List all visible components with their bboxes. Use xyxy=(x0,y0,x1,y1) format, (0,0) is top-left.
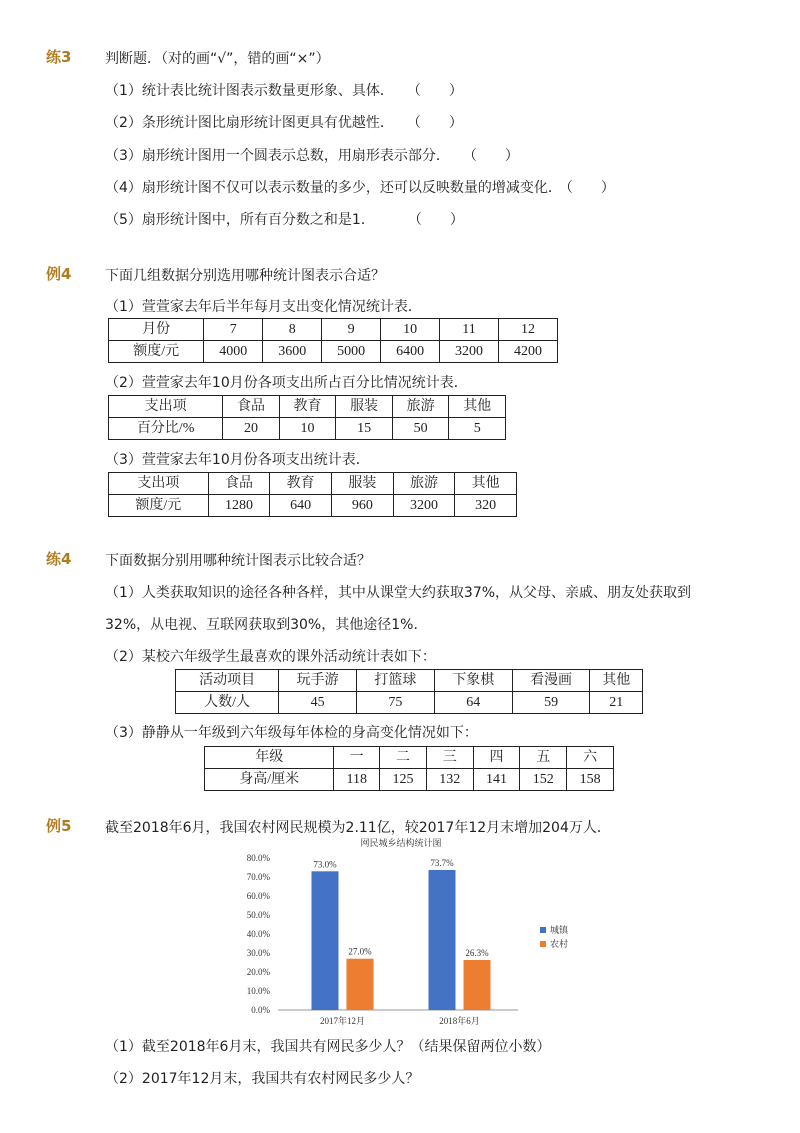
y-tick-label: 30.0% xyxy=(246,948,270,958)
row-header-cell: 年级 xyxy=(205,747,334,769)
table-cell: 10 xyxy=(381,319,440,341)
table-row xyxy=(205,769,614,791)
chart-title: 网民城乡结构统计图 xyxy=(360,838,442,848)
table-cell: 六 xyxy=(567,747,614,769)
exercise-3-label: 练3 xyxy=(46,48,72,66)
data-label: 73.0% xyxy=(313,859,337,870)
example-4-label: 例4 xyxy=(46,265,72,283)
table-cell: 其他 xyxy=(590,670,643,692)
pr4-table-2 xyxy=(175,669,643,714)
row-header-cell: 额度/元 xyxy=(109,495,209,517)
table-cell: 15 xyxy=(336,418,393,440)
table-cell: 食品 xyxy=(208,473,270,495)
ex3-item-5: （5）扇形统计图中，所有百分数之和是1． （ ） xyxy=(105,212,464,228)
table-cell: 320 xyxy=(455,495,517,517)
ex3-item-1: （1）统计表比统计图表示数量更形象、具体． （ ） xyxy=(105,83,463,99)
legend-label: 城镇 xyxy=(550,925,569,935)
row-header-cell: 支出项 xyxy=(109,396,223,418)
ex4-table-2 xyxy=(108,395,506,440)
table-cell: 二 xyxy=(380,747,427,769)
bar xyxy=(464,960,491,1010)
bar xyxy=(347,959,374,1010)
y-tick-label: 0.0% xyxy=(251,1005,270,1015)
table-cell: 教育 xyxy=(279,396,336,418)
pr4-table-3 xyxy=(204,746,614,791)
data-label: 26.3% xyxy=(465,948,489,959)
x-tick-label: 2017年12月 xyxy=(319,1016,366,1026)
table-cell: 64 xyxy=(434,692,512,714)
table-cell: 看漫画 xyxy=(512,670,590,692)
table-cell: 11 xyxy=(440,319,499,341)
table-cell: 其他 xyxy=(449,396,506,418)
ex4-table-1 xyxy=(108,318,558,363)
table-cell: 59 xyxy=(512,692,590,714)
y-tick-label: 10.0% xyxy=(246,986,270,996)
table-cell: 4000 xyxy=(204,341,263,363)
table-cell: 158 xyxy=(567,769,614,791)
bar xyxy=(429,870,456,1010)
table-cell: 12 xyxy=(499,319,558,341)
ex3-item-3: （3）扇形统计图用一个圆表示总数，用扇形表示部分． （ ） xyxy=(105,148,519,164)
y-tick-label: 20.0% xyxy=(246,967,270,977)
row-header-cell: 支出项 xyxy=(109,473,209,495)
example-4-title: 下面几组数据分别选用哪种统计图表示合适？ xyxy=(105,268,385,284)
ex3-item-2: （2）条形统计图比扇形统计图更具有优越性． （ ） xyxy=(105,115,463,131)
y-tick-label: 80.0% xyxy=(246,853,270,863)
legend-swatch xyxy=(540,927,546,933)
table-row xyxy=(176,692,643,714)
ex4-table-3 xyxy=(108,472,517,517)
ex3-item-4: （4）扇形统计图不仅可以表示数量的多少，还可以反映数量的增减变化． （ ） xyxy=(105,180,615,196)
pr4-q1a: （1）人类获取知识的途径各种各样，其中从课堂大约获取37%，从父母、亲戚、朋友处获取到 xyxy=(105,585,692,601)
table-cell: 20 xyxy=(223,418,280,440)
ex4-q3: （3）萱萱家去年10月份各项支出统计表． xyxy=(105,452,370,468)
table-cell: 8 xyxy=(263,319,322,341)
table-row xyxy=(109,473,517,495)
x-tick-label: 2018年6月 xyxy=(439,1016,480,1026)
table-cell: 旅游 xyxy=(393,473,455,495)
table-cell: 打篮球 xyxy=(357,670,435,692)
bar xyxy=(312,871,339,1010)
example-5-label: 例5 xyxy=(46,817,72,835)
table-cell: 45 xyxy=(279,692,357,714)
table-cell: 食品 xyxy=(223,396,280,418)
data-label: 73.7% xyxy=(430,857,454,868)
table-cell: 三 xyxy=(426,747,473,769)
table-row xyxy=(109,396,506,418)
pr4-q1b: 32%，从电视、互联网获取到30%，其他途径1%． xyxy=(105,617,428,633)
table-cell: 4200 xyxy=(499,341,558,363)
table-cell: 服装 xyxy=(336,396,393,418)
table-cell: 服装 xyxy=(332,473,394,495)
y-tick-label: 60.0% xyxy=(246,891,270,901)
y-tick-label: 70.0% xyxy=(246,872,270,882)
row-header-cell: 人数/人 xyxy=(176,692,279,714)
table-cell: 132 xyxy=(426,769,473,791)
row-header-cell: 额度/元 xyxy=(109,341,204,363)
ex4-q1: （1）萱萱家去年后半年每月支出变化情况统计表． xyxy=(105,299,422,315)
table-cell: 5 xyxy=(449,418,506,440)
table-cell: 152 xyxy=(520,769,567,791)
table-row xyxy=(205,747,614,769)
table-cell: 其他 xyxy=(455,473,517,495)
row-header-cell: 身高/厘米 xyxy=(205,769,334,791)
bar-chart xyxy=(228,833,598,1033)
ex5-q1: （1）截至2018年6月末，我国共有网民多少人？（结果保留两位小数） xyxy=(105,1039,551,1055)
table-cell: 960 xyxy=(332,495,394,517)
data-label: 27.0% xyxy=(348,946,372,957)
table-row xyxy=(109,418,506,440)
legend-swatch xyxy=(540,941,546,947)
table-row xyxy=(109,319,558,341)
table-cell: 10 xyxy=(279,418,336,440)
table-cell: 5000 xyxy=(322,341,381,363)
table-cell: 教育 xyxy=(270,473,332,495)
table-cell: 一 xyxy=(334,747,380,769)
practice-4-label: 练4 xyxy=(46,550,72,568)
table-cell: 141 xyxy=(473,769,520,791)
practice-4-title: 下面数据分别用哪种统计图表示比较合适？ xyxy=(105,553,371,569)
table-row xyxy=(176,670,643,692)
table-cell: 50 xyxy=(392,418,449,440)
y-tick-label: 40.0% xyxy=(246,929,270,939)
table-cell: 21 xyxy=(590,692,643,714)
row-header-cell: 百分比/% xyxy=(109,418,223,440)
y-tick-label: 50.0% xyxy=(246,910,270,920)
table-cell: 125 xyxy=(380,769,427,791)
example-5-title: 截至2018年6月，我国农村网民规模为2.11亿，较2017年12月末增加204万人． xyxy=(105,820,611,836)
table-cell: 玩手游 xyxy=(279,670,357,692)
table-cell: 6400 xyxy=(381,341,440,363)
legend-label: 农村 xyxy=(550,939,569,949)
pr4-q3: （3）静静从一年级到六年级每年体检的身高变化情况如下： xyxy=(105,725,478,741)
row-header-cell: 月份 xyxy=(109,319,204,341)
table-cell: 75 xyxy=(357,692,435,714)
table-cell: 640 xyxy=(270,495,332,517)
pr4-q2: （2）某校六年级学生最喜欢的课外活动统计表如下： xyxy=(105,649,436,665)
table-cell: 四 xyxy=(473,747,520,769)
table-cell: 118 xyxy=(334,769,380,791)
exercise-3-title: 判断题．（对的画“√”，错的画“×”） xyxy=(105,51,330,67)
table-cell: 1280 xyxy=(208,495,270,517)
table-cell: 五 xyxy=(520,747,567,769)
row-header-cell: 活动项目 xyxy=(176,670,279,692)
table-cell: 下象棋 xyxy=(434,670,512,692)
table-row xyxy=(109,341,558,363)
table-cell: 旅游 xyxy=(392,396,449,418)
ex5-q2: （2）2017年12月末，我国共有农村网民多少人？ xyxy=(105,1071,420,1087)
table-cell: 3200 xyxy=(393,495,455,517)
table-cell: 3600 xyxy=(263,341,322,363)
table-cell: 9 xyxy=(322,319,381,341)
table-cell: 7 xyxy=(204,319,263,341)
ex4-q2: （2）萱萱家去年10月份各项支出所占百分比情况统计表． xyxy=(105,375,468,391)
table-row xyxy=(109,495,517,517)
table-cell: 3200 xyxy=(440,341,499,363)
